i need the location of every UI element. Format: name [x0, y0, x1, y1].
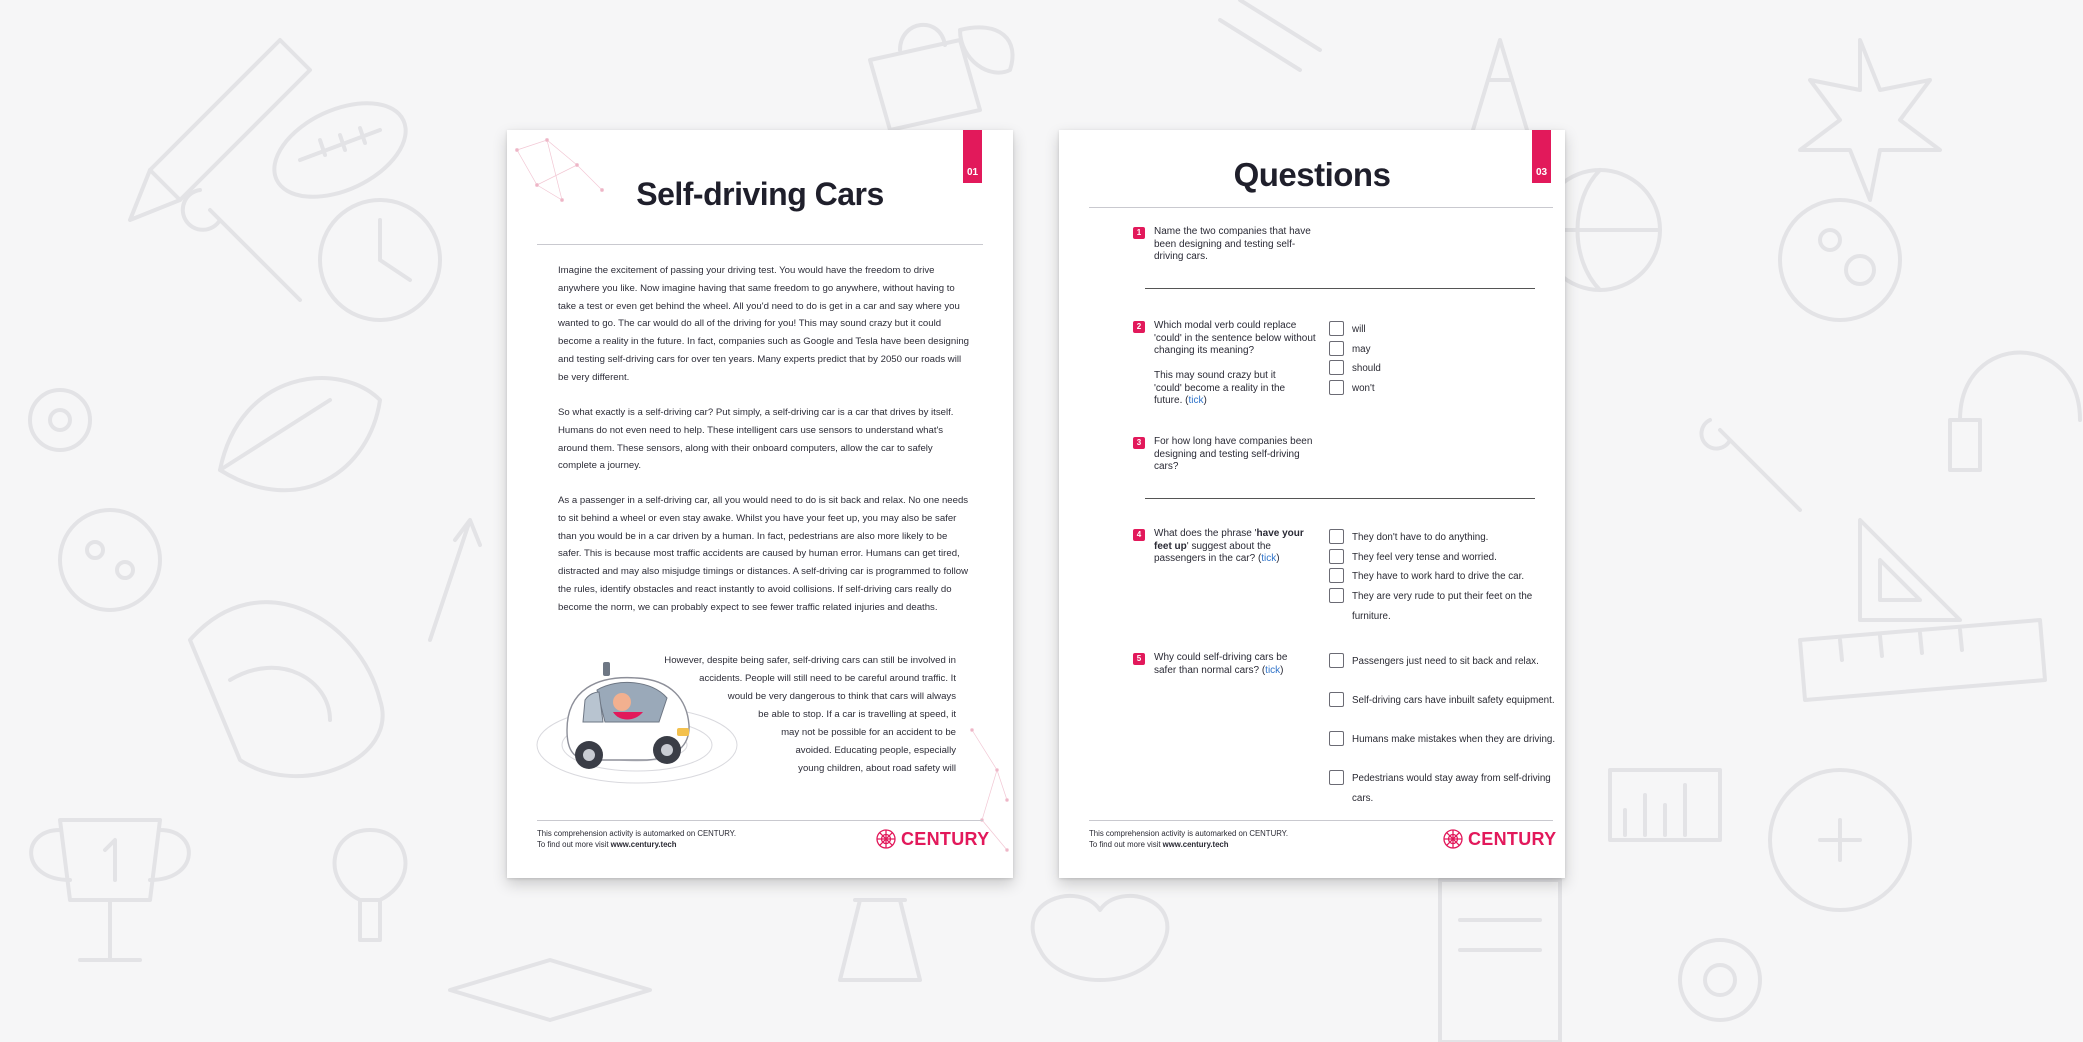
checkbox[interactable]	[1329, 341, 1344, 356]
question-text: Why could self-driving cars be safer than normal cars? (tick)	[1154, 652, 1288, 676]
footer-link[interactable]: www.century.tech	[610, 840, 677, 849]
calculator-doodle	[1770, 770, 1910, 910]
question-number-badge: 1	[1133, 227, 1145, 239]
title-divider	[1089, 207, 1553, 208]
football-doodle	[260, 84, 421, 216]
pencil-doodle	[130, 40, 310, 220]
checkbox[interactable]	[1329, 360, 1344, 375]
option-checkbox[interactable]: may	[1329, 340, 1557, 360]
option-checkbox[interactable]: won't	[1329, 379, 1557, 399]
compass-doodle	[1470, 40, 1530, 140]
hat-doodle	[450, 960, 650, 1020]
century-logo-icon	[875, 828, 897, 850]
trophy-doodle	[31, 820, 189, 960]
footer-line-1: This comprehension activity is automarked on CENTURY.	[537, 829, 737, 838]
checkbox[interactable]	[1329, 549, 1344, 564]
arrow-doodle	[430, 520, 480, 640]
self-driving-car-illustration	[527, 650, 747, 800]
option-checkbox[interactable]: Self-driving cars have inbuilt safety equipment.	[1329, 691, 1557, 711]
question-number-badge: 4	[1133, 529, 1145, 541]
answer-line-q1[interactable]	[1145, 288, 1535, 289]
question-number-badge: 3	[1133, 437, 1145, 449]
footer-note	[537, 828, 736, 850]
option-checkbox[interactable]: They have to work hard to drive the car.	[1329, 567, 1557, 587]
paragraph-4-line: would be very dangerous to think that cars will always	[727, 691, 956, 702]
chart-doodle	[1610, 770, 1720, 840]
clock-doodle	[320, 200, 440, 320]
checkbox[interactable]	[1329, 770, 1344, 785]
page-title: Questions	[1233, 156, 1391, 193]
headphones-doodle	[1950, 353, 2080, 471]
paragraph-2: So what exactly is a self-driving car? Put simply, a self-driving car is a car that drives by itself. Humans do not even need to help. These intelligent cars use sensors to understand what's around them. These sensors, along with their onboard computers, allow the car to safely complete a journey.	[558, 407, 954, 472]
century-logo	[1442, 828, 1556, 850]
century-logo	[875, 828, 989, 850]
worksheet-page-questions	[1059, 130, 1565, 878]
paragraph-1: Imagine the excitement of passing your driving test. You would have the freedom to drive anywhere you like. Now imagine having that same freedom to go anywhere, without having to take a test or even get behind the wheel. All you'd need to do is get in a car and say where you wanted to go. The car would do all of the driving for you! This may sound crazy but it could become a reality in the future. In fact, companies such as Google and Tesla have been designing and testing self-driving cars for over ten years. Many experts predict that by 2050 our roads will be very different.	[558, 265, 970, 383]
apple-doodle	[1033, 896, 1168, 980]
bag-doodle	[870, 25, 980, 130]
page-number-tab: 03	[1532, 130, 1551, 183]
checkbox[interactable]	[1329, 380, 1344, 395]
checkbox[interactable]	[1329, 568, 1344, 583]
option-checkbox[interactable]: should	[1329, 359, 1557, 379]
clipboard-doodle	[1440, 880, 1560, 1042]
option-checkbox[interactable]: Passengers just need to sit back and relax.	[1329, 652, 1557, 672]
gear-doodle	[1680, 940, 1760, 1020]
checkbox[interactable]	[1329, 731, 1344, 746]
checkbox[interactable]	[1329, 588, 1344, 603]
paragraph-4-line: accidents. People will still need to be careful around traffic. It	[699, 673, 956, 684]
option-checkbox[interactable]: will	[1329, 320, 1557, 340]
paragraph-4-line: young children, about road safety will	[798, 763, 956, 774]
option-checkbox[interactable]: They feel very tense and worried.	[1329, 548, 1557, 568]
question-text: Which modal verb could replace 'could' in the sentence below without changing its meaning?	[1154, 320, 1316, 356]
footer-divider	[1089, 820, 1553, 821]
dots-doodle	[30, 390, 160, 610]
footer-link[interactable]: www.century.tech	[1162, 840, 1229, 849]
maple-leaf-doodle	[1800, 40, 1940, 200]
paragraph-4-line: may not be possible for an accident to be	[781, 727, 956, 738]
question-text: Name the two companies that have been designing and testing self-driving cars.	[1154, 226, 1311, 262]
bulb-doodle	[1780, 200, 1900, 320]
footer-line-2: To find out more visit	[537, 840, 611, 849]
checkbox[interactable]	[1329, 321, 1344, 336]
footer-line-1: This comprehension activity is automarked on CENTURY.	[1089, 829, 1289, 838]
century-logo-text: CENTURY	[901, 828, 990, 849]
paragraph-3: As a passenger in a self-driving car, all you would need to do is sit back and relax. No one needs to sit behind a wheel or even stay awake. Whilst you have your feet up, you may also be safer than you would be in a car driven by a human. In fact, pedestrians are also more likely to be safer. This is because most traffic accidents are caused by human error. Humans can get tired, distracted and may also misjudge timings or distances. A self-driving car is programmed to follow the rules, identify obstacles and react instantly to avoid collisions. If self-driving cars really do become the norm, we can probably expect to see fewer traffic related injuries and deaths.	[558, 495, 969, 613]
question-text: For how long have companies been designing and testing self-driving cars?	[1154, 436, 1313, 472]
bolt-doodle	[1220, 0, 1320, 70]
option-checkbox[interactable]: They don't have to do anything.	[1329, 528, 1557, 548]
title-divider	[537, 244, 983, 245]
century-logo-icon	[1442, 828, 1464, 850]
option-checkbox[interactable]: Humans make mistakes when they are driving.	[1329, 730, 1557, 750]
wrench-doodle	[183, 190, 300, 300]
paragraph-4-line: be able to stop. If a car is travelling at speed, it	[758, 709, 956, 720]
checkbox[interactable]	[1329, 529, 1344, 544]
question-quote: This may sound crazy but it 'could' become a reality in the future. (tick)	[1154, 370, 1286, 406]
footer-note	[1089, 828, 1288, 850]
ruler-doodle	[1800, 620, 2045, 700]
beaker-doodle	[840, 900, 920, 980]
option-checkbox[interactable]: Pedestrians would stay away from self-driving cars.	[1329, 769, 1557, 808]
page-title: Self-driving Cars	[636, 176, 884, 212]
checkbox[interactable]	[1329, 653, 1344, 668]
paragraph-4-line: However, despite being safer, self-driving cars can still be involved in	[664, 655, 956, 666]
lamp-doodle	[335, 830, 406, 940]
footer-divider	[537, 820, 983, 821]
leaf-doodle	[220, 378, 380, 490]
tape-doodle	[190, 602, 383, 776]
option-checkbox[interactable]: They are very rude to put their feet on the furniture.	[1329, 587, 1557, 626]
footer-line-2: To find out more visit	[1089, 840, 1163, 849]
paragraph-4-line: avoided. Educating people, especially	[795, 745, 956, 756]
century-logo-text: CENTURY	[1468, 828, 1557, 849]
question-text: What does the phrase 'have your feet up' suggest about the passengers in the car? (tick)	[1154, 528, 1304, 564]
answer-line-q3[interactable]	[1145, 498, 1535, 499]
triangle-ruler-doodle	[1860, 520, 1960, 620]
question-number-badge: 2	[1133, 321, 1145, 333]
checkbox[interactable]	[1329, 692, 1344, 707]
tools-doodle	[1701, 420, 1800, 510]
page-number-tab: 01	[963, 130, 982, 183]
question-number-badge: 5	[1133, 653, 1145, 665]
worksheet-page-story	[507, 130, 1013, 878]
